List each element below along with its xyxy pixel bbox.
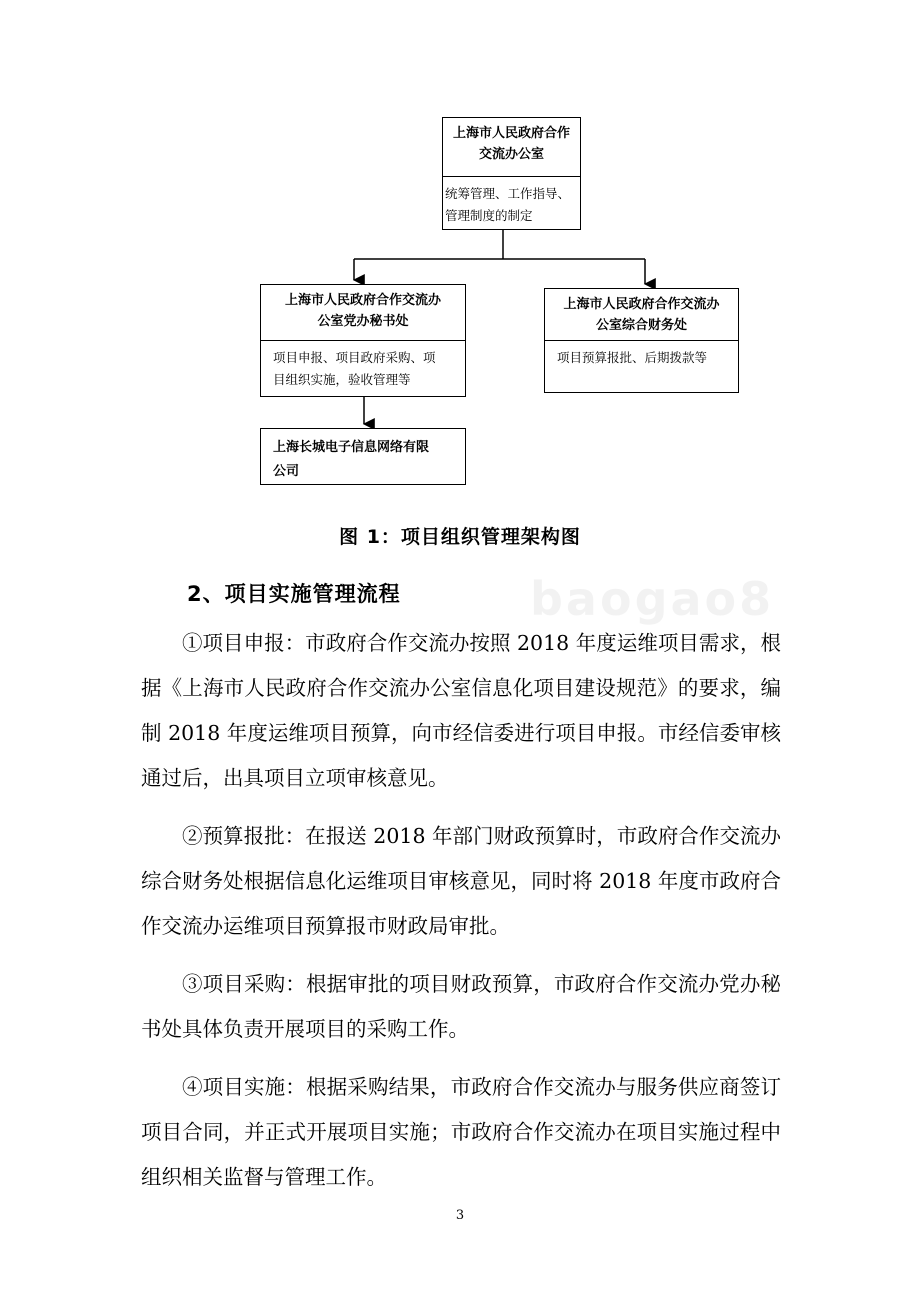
figure-caption: 图 1：项目组织管理架构图 bbox=[339, 526, 581, 548]
body-text bbox=[141, 621, 781, 1200]
org-box-vendor-title: 上海长城电子信息网络有限 公司 bbox=[273, 440, 430, 479]
watermark: baogao8 bbox=[530, 572, 775, 626]
org-box-secretariat bbox=[260, 284, 466, 397]
paragraph-budget-approval: ②预算报批：在报送 2018 年部门财政预算时，市政府合作交流办综合财务处根据信息化运维项目审核意见，同时将 2018 年度市政府合作交流办运维项目预算报市财政局审批。 bbox=[141, 824, 781, 938]
org-box-top bbox=[442, 117, 581, 230]
paragraph-procurement: ③项目采购：根据审批的项目财政预算，市政府合作交流办党办秘书处具体负责开展项目的采购工作。 bbox=[141, 972, 781, 1041]
org-box-finance bbox=[544, 288, 739, 393]
paragraph-implementation: ④项目实施：根据采购结果，市政府合作交流办与服务供应商签订项目合同，并正式开展项目实施；市政府合作交流办在项目实施过程中组织相关监督与管理工作。 bbox=[141, 1075, 781, 1189]
org-box-top-title: 上海市人民政府合作 交流办公室 bbox=[443, 118, 580, 177]
page-number: 3 bbox=[455, 1208, 465, 1223]
org-box-finance-desc: 项目预算报批、后期拨款等 bbox=[557, 350, 708, 365]
org-box-top-desc: 统筹管理、工作指导、 管理制度的制定 bbox=[445, 186, 571, 223]
paragraph-project-application: ①项目申报：市政府合作交流办按照 2018 年度运维项目需求，根据《上海市人民政府合作交流办公室信息化项目建设规范》的要求，编制 2018 年度运维项目预算，向市经信委进行项目申报。市经信委审核通过后，出具项目立项审核意见。 bbox=[141, 631, 781, 790]
org-box-finance-title: 上海市人民政府合作交流办 公室综合财务处 bbox=[545, 289, 738, 341]
section-heading: 2、项目实施管理流程 bbox=[187, 582, 401, 606]
org-box-secretariat-desc: 项目申报、项目政府采购、项 目组织实施，验收管理等 bbox=[273, 350, 436, 387]
org-box-vendor bbox=[260, 428, 466, 485]
org-box-secretariat-title: 上海市人民政府合作交流办 公室党办秘书处 bbox=[261, 285, 465, 341]
